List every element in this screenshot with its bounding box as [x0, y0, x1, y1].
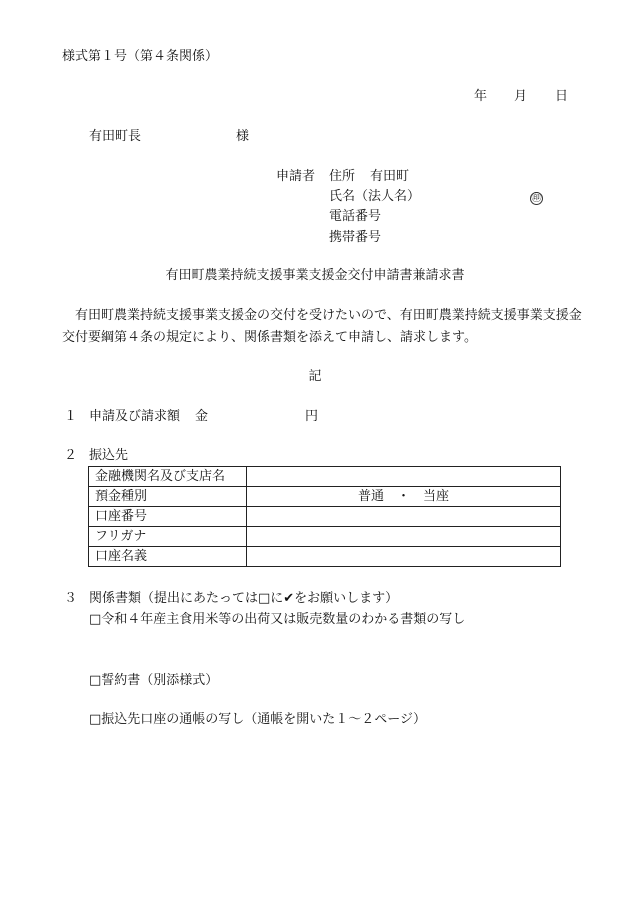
- name-label: 氏名（法人名）: [329, 189, 421, 204]
- table-row: [89, 467, 561, 487]
- item3-number: ３: [64, 591, 78, 606]
- row-label-deposit-type: 預金種別: [89, 487, 247, 507]
- date-month-label: 月: [514, 89, 528, 104]
- address-value: 有田町: [370, 169, 410, 184]
- furigana-field[interactable]: [247, 527, 561, 547]
- row-label-bank-name: 金融機関名及び支店名: [89, 467, 247, 487]
- doc-checkbox-pledge[interactable]: □誓約書（別添様式）: [89, 673, 219, 688]
- table-row: [89, 547, 561, 567]
- mobile-label: 携帯番号: [329, 230, 382, 245]
- doc-checkbox-rice-shipment[interactable]: □令和４年産主食用米等の出荷又は販売数量のわかる書類の写し: [89, 612, 466, 627]
- form-number: 様式第１号（第４条関係）: [62, 49, 219, 64]
- item1-number: １: [64, 409, 78, 424]
- bank-account-table: [88, 466, 561, 567]
- bank-name-field[interactable]: [247, 467, 561, 487]
- applicant-label: 申請者: [276, 169, 316, 184]
- phone-label: 電話番号: [329, 209, 382, 224]
- row-label-account-number: 口座番号: [89, 507, 247, 527]
- table-row: [89, 507, 561, 527]
- address-label: 住所: [329, 169, 356, 184]
- row-label-furigana: フリガナ: [89, 527, 247, 547]
- table-row: [89, 527, 561, 547]
- item1-prefix: 金: [195, 409, 209, 424]
- date-year-label: 年: [474, 89, 488, 104]
- body-paragraph: 有田町農業持続支援事業支援金の交付を受けたいので、有田町農業持続支援事業支援金交付要綱第４条の規定により、関係書類を添えて申請し、請求します。: [62, 308, 582, 345]
- item2-number: ２: [64, 448, 78, 463]
- seal-mark: [530, 190, 543, 206]
- ki-label: 記: [308, 369, 322, 384]
- item1-unit: 円: [305, 409, 319, 424]
- seal-icon: ㊞: [531, 193, 542, 204]
- addressee-honorific: 様: [236, 129, 250, 144]
- account-number-field[interactable]: [247, 507, 561, 527]
- date-day-label: 日: [555, 89, 569, 104]
- table-row: [89, 487, 561, 507]
- document-title: 有田町農業持続支援事業支援金交付申請書兼請求書: [165, 268, 465, 283]
- item2-label: 振込先: [89, 448, 129, 463]
- account-holder-field[interactable]: [247, 547, 561, 567]
- item3-label: 関係書類（提出にあたっては□に✔をお願いします）: [89, 591, 399, 606]
- row-label-account-holder: 口座名義: [89, 547, 247, 567]
- item1-label: 申請及び請求額: [89, 409, 181, 424]
- deposit-type-field[interactable]: 普通 ・ 当座: [247, 487, 561, 507]
- addressee-name: 有田町長: [89, 129, 142, 144]
- doc-checkbox-passbook-copy[interactable]: □振込先口座の通帳の写し（通帳を開いた１～２ページ）: [89, 712, 427, 727]
